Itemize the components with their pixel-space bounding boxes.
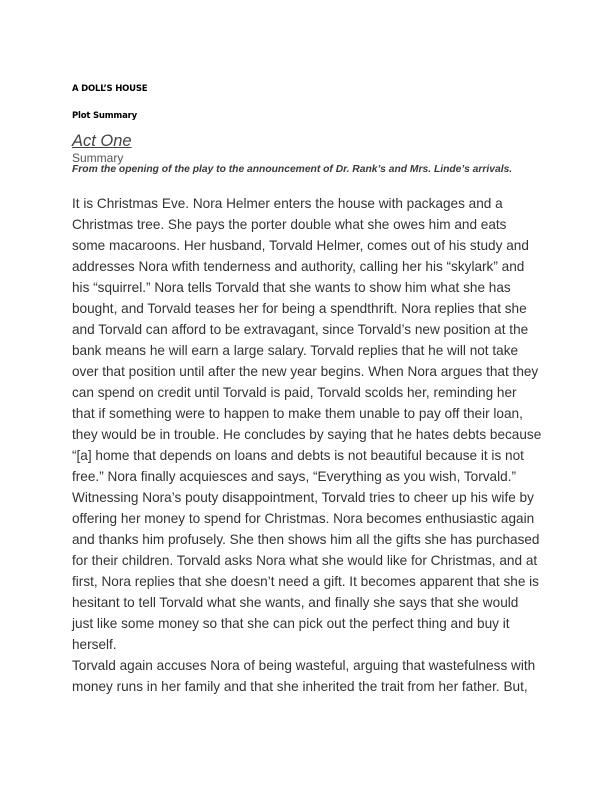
body-text-line: that if something were to happen to make them unable to pay off their loan, (72, 406, 523, 421)
body-text-line: Witnessing Nora’s pouty disappointment, Torvald tries to cheer up his wife by (72, 490, 534, 505)
section-heading: Plot Summary (72, 111, 137, 121)
body-text-line: bought, and Torvald teases her for being a spendthrift. Nora replies that she (72, 301, 527, 316)
act-subtitle: From the opening of the play to the announcement of Dr. Rank’s and Mrs. Linde’s arrivals. (72, 164, 513, 175)
body-text-line: bank means he will earn a large salary. Torvald replies that he will not take (72, 343, 519, 358)
body-text-line: offering her money to spend for Christmas. Nora becomes enthusiastic again (72, 511, 535, 526)
summary-body (72, 193, 541, 697)
body-text-line: his “squirrel.” Nora tells Torvald that she wants to show him what she has (72, 280, 511, 295)
body-text-line: first, Nora replies that she doesn’t need a gift. It becomes apparent that she is (72, 574, 539, 589)
body-text-line: can spend on credit until Torvald is paid, Torvald scolds her, reminding her (72, 385, 517, 400)
body-text-line: for their children. Torvald asks Nora what she would like for Christmas, and at (72, 553, 538, 568)
body-text-line: just like some money so that she can pick out the perfect thing and buy it (72, 616, 510, 631)
body-text-line: addresses Nora wfith tenderness and authority, calling her his “skylark” and (72, 259, 525, 274)
body-text-line: and thanks him profusely. She then shows him all the gifts she has purchased (72, 532, 540, 547)
body-text-line: “[a] home that depends on loans and debts is not beautiful because it is not (72, 448, 524, 463)
body-text-line: hesitant to tell Torvald what she wants, and finally she says that she would (72, 595, 519, 610)
body-text-line: they would be in trouble. He concludes by saying that he hates debts because (72, 427, 542, 442)
body-text-line: and Torvald can afford to be extravagant, since Torvald’s new position at the (72, 322, 529, 337)
act-heading: Act One (72, 132, 132, 150)
body-text-line: money runs in her family and that she inherited the trait from her father. But, (72, 679, 528, 694)
body-text-line: Torvald again accuses Nora of being wasteful, arguing that wastefulness with (72, 658, 536, 673)
body-text-line: herself. (72, 637, 117, 652)
body-text-line: some macaroons. Her husband, Torvald Helmer, comes out of his study and (72, 238, 529, 253)
body-text-line: over that position until after the new year begins. When Nora argues that they (72, 364, 539, 379)
body-text-line: It is Christmas Eve. Nora Helmer enters the house with packages and a (72, 196, 503, 211)
summary-label: Summary (72, 151, 124, 165)
document-title: A DOLL’S HOUSE (72, 84, 148, 94)
body-text-line: Christmas tree. She pays the porter double what she owes him and eats (72, 217, 507, 232)
body-text-line: free.” Nora finally acquiesces and says, “Everything as you wish, Torvald.” (72, 469, 517, 484)
